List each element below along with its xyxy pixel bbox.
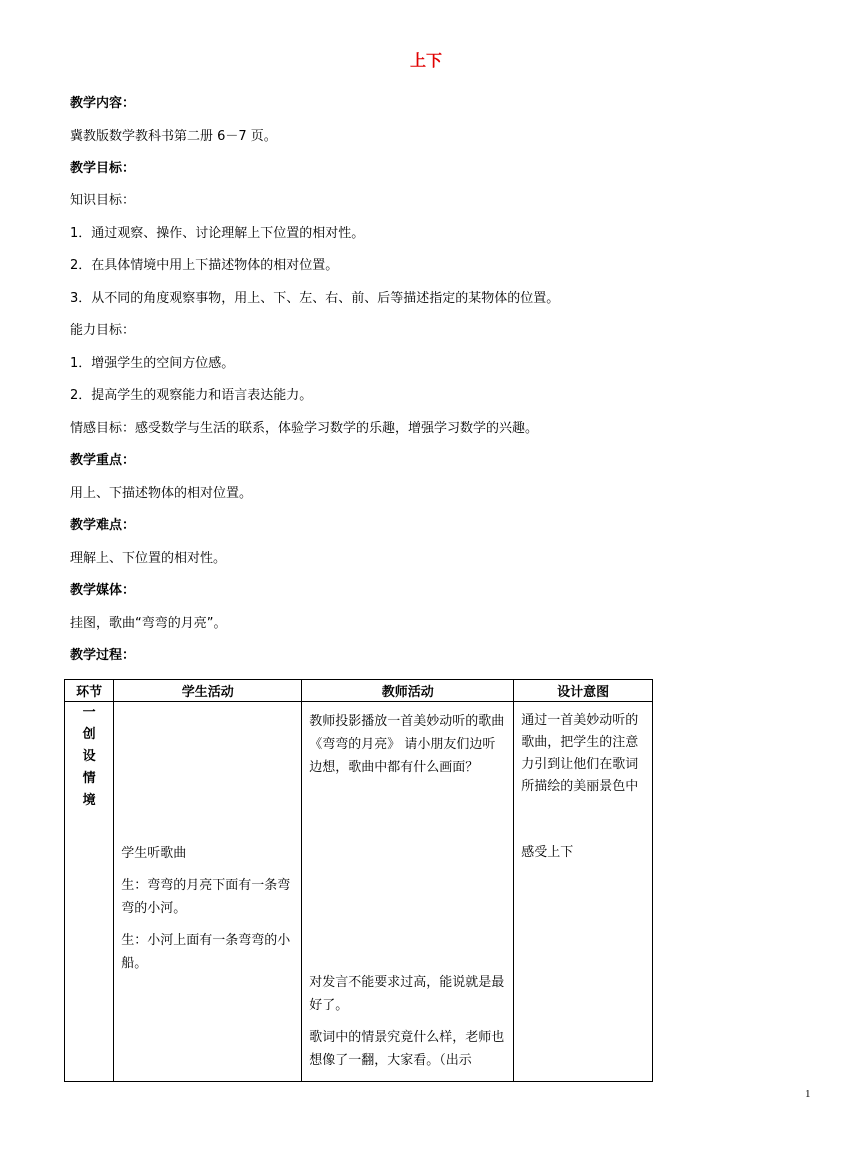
design-intent-cell (514, 702, 653, 1082)
ability-goal-1: 1．增强学生的空间方位感。 (70, 356, 235, 371)
stage-char: 设 (82, 749, 96, 764)
table-header-row (65, 680, 653, 702)
difficulty-text: 理解上、下位置的相对性。 (70, 551, 227, 566)
stage-char: 境 (82, 793, 96, 808)
stage-char: 一 (82, 705, 96, 720)
section-heading-goals: 教学目标： (70, 161, 136, 176)
document-title: 上下 (409, 51, 442, 70)
emotion-goal: 情感目标：感受数学与生活的联系，体验学习数学的乐趣，增强学习数学的兴趣。 (70, 421, 539, 436)
stage-char: 情 (82, 771, 96, 786)
teacher-activity-1: 教师投影播放一首美妙动听的歌曲《弯弯的月亮》 请小朋友们边听边想，歌曲中都有什么画面？ (309, 714, 505, 775)
teacher-activity-cell (302, 702, 514, 1082)
knowledge-goal-3: 3．从不同的角度观察事物，用上、下、左、右、前、后等描述指定的某物体的位置。 (70, 291, 560, 306)
stage-char: 创 (82, 727, 96, 742)
student-activity-2: 生：弯弯的月亮下面有一条弯弯的小河。 (121, 878, 291, 916)
student-activity-3: 生：小河上面有一条弯弯的小船。 (121, 933, 291, 971)
knowledge-goal-2: 2．在具体情境中用上下描述物体的相对位置。 (70, 258, 339, 273)
design-intent-2: 感受上下 (521, 845, 574, 860)
knowledge-goals-label: 知识目标： (70, 193, 136, 208)
content-text: 冀教版数学教科书第二册 6－7 页。 (70, 129, 277, 144)
student-activity-cell (114, 702, 302, 1082)
section-heading-media: 教学媒体： (70, 583, 136, 598)
design-intent-1: 通过一首美妙动听的歌曲，把学生的注意力引到让他们在歌词所描绘的美丽景色中 (521, 713, 639, 794)
header-student: 学生活动 (114, 680, 302, 702)
ability-goal-2: 2．提高学生的观察能力和语言表达能力。 (70, 388, 313, 403)
section-heading-content: 教学内容： (70, 96, 136, 111)
teaching-process-table (64, 679, 653, 1082)
media-text: 挂图，歌曲“弯弯的月亮”。 (70, 616, 227, 631)
header-teacher: 教师活动 (302, 680, 514, 702)
page-number: 1 (805, 1088, 811, 1100)
section-heading-key-point: 教学重点： (70, 453, 136, 468)
ability-goals-label: 能力目标： (70, 323, 136, 338)
student-activity-1: 学生听歌曲 (121, 846, 187, 861)
header-stage: 环节 (65, 680, 114, 702)
teacher-activity-3: 歌词中的情景究竟什么样，老师也想像了一翻，大家看。（出示 (309, 1030, 505, 1068)
stage-cell (65, 702, 114, 1082)
table-row (65, 702, 653, 1082)
key-point-text: 用上、下描述物体的相对位置。 (70, 486, 253, 501)
section-heading-process: 教学过程： (70, 648, 136, 663)
header-intent: 设计意图 (514, 680, 653, 702)
teacher-activity-2: 对发言不能要求过高，能说就是最好了。 (309, 975, 505, 1013)
section-heading-difficulty: 教学难点： (70, 518, 136, 533)
knowledge-goal-1: 1．通过观察、操作、讨论理解上下位置的相对性。 (70, 226, 365, 241)
